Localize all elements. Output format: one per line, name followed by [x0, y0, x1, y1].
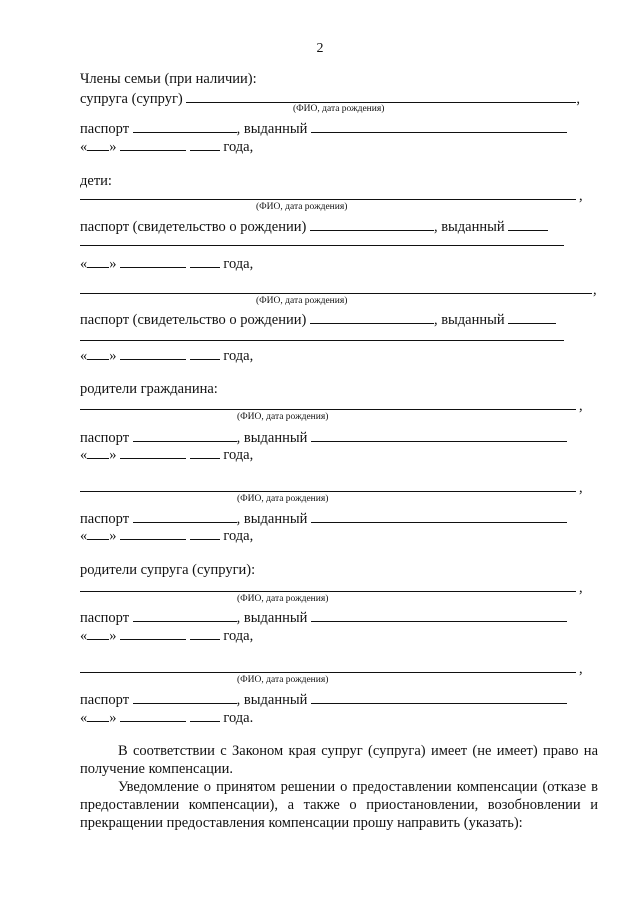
quote-close: » — [109, 528, 117, 544]
issued-label: , выданный — [433, 219, 505, 235]
day-field[interactable] — [87, 444, 109, 459]
compensation-right-paragraph — [80, 742, 598, 778]
doc-issuer-field[interactable] — [508, 309, 556, 324]
month-field[interactable] — [120, 707, 186, 722]
year-field[interactable] — [190, 253, 220, 268]
quote-close: » — [109, 628, 117, 644]
parent3-passport-line — [80, 607, 567, 627]
passport-label: паспорт — [80, 430, 130, 446]
comma: , — [593, 282, 597, 298]
year-word: года, — [223, 256, 254, 272]
doc-issuer-continued-field[interactable] — [80, 340, 564, 341]
doc-issuer-field[interactable] — [508, 216, 548, 231]
quote-open: « — [80, 447, 88, 463]
fio-caption: (ФИО, дата рождения) — [237, 494, 329, 504]
comma: , — [579, 188, 583, 204]
issued-label: , выданный — [236, 430, 308, 446]
quote-close: » — [109, 710, 117, 726]
comma: , — [579, 480, 583, 496]
day-field[interactable] — [87, 253, 109, 268]
passport-number-field[interactable] — [133, 427, 237, 442]
child2-fio-field[interactable] — [80, 293, 592, 294]
issued-label: , выданный — [236, 511, 308, 527]
year-field[interactable] — [190, 707, 220, 722]
year-word: года, — [223, 139, 254, 155]
parent1-fio-field[interactable] — [80, 409, 576, 410]
passport-number-field[interactable] — [133, 118, 237, 133]
passport-number-field[interactable] — [133, 689, 237, 704]
day-field[interactable] — [87, 345, 109, 360]
fio-caption: (ФИО, дата рождения) — [256, 296, 348, 306]
spouse-fio-field[interactable] — [186, 88, 576, 103]
year-word: года, — [223, 348, 254, 364]
quote-close: » — [109, 139, 117, 155]
day-field[interactable] — [87, 136, 109, 151]
paragraph-text: Уведомление о принятом решении о предоставлении компенсации (отказе в предоставлении компенсации), а также о приостановлении, возобновлении и прекращении предоставления компенсации прошу направить (указать): — [80, 779, 598, 831]
passport-label: паспорт — [80, 692, 130, 708]
year-field[interactable] — [190, 444, 220, 459]
quote-open: « — [80, 710, 88, 726]
parent1-date-line — [80, 444, 253, 464]
comma: , — [576, 91, 580, 107]
child-doc-label: паспорт (свидетельство о рождении) — [80, 312, 307, 328]
month-field[interactable] — [120, 625, 186, 640]
quote-open: « — [80, 348, 88, 364]
child-doc-label: паспорт (свидетельство о рождении) — [80, 219, 307, 235]
quote-close: » — [109, 447, 117, 463]
comma: , — [579, 398, 583, 414]
child2-date-line — [80, 345, 253, 365]
spouse-passport-line — [80, 118, 567, 138]
year-field[interactable] — [190, 136, 220, 151]
passport-issuer-field[interactable] — [311, 118, 567, 133]
year-word: года, — [223, 528, 254, 544]
day-field[interactable] — [87, 525, 109, 540]
month-field[interactable] — [120, 444, 186, 459]
family-heading: Члены семьи (при наличии): — [80, 71, 257, 87]
passport-label: паспорт — [80, 610, 130, 626]
passport-issuer-field[interactable] — [311, 508, 567, 523]
child2-doc-line — [80, 309, 556, 329]
year-field[interactable] — [190, 345, 220, 360]
quote-open: « — [80, 139, 88, 155]
passport-label: паспорт — [80, 121, 130, 137]
year-field[interactable] — [190, 525, 220, 540]
comma: , — [579, 580, 583, 596]
quote-close: » — [109, 256, 117, 272]
month-field[interactable] — [120, 345, 186, 360]
quote-open: « — [80, 628, 88, 644]
child1-fio-field[interactable] — [80, 199, 576, 200]
year-word: года, — [223, 628, 254, 644]
passport-issuer-field[interactable] — [311, 689, 567, 704]
fio-caption: (ФИО, дата рождения) — [237, 594, 329, 604]
parent3-date-line — [80, 625, 253, 645]
month-field[interactable] — [120, 253, 186, 268]
children-heading: дети: — [80, 173, 112, 189]
fio-caption: (ФИО, дата рождения) — [256, 202, 348, 212]
month-field[interactable] — [120, 525, 186, 540]
day-field[interactable] — [87, 707, 109, 722]
year-word: года, — [223, 447, 254, 463]
fio-caption: (ФИО, дата рождения) — [237, 412, 329, 422]
parent2-date-line — [80, 525, 253, 545]
passport-label: паспорт — [80, 511, 130, 527]
quote-close: » — [109, 348, 117, 364]
parent2-fio-field[interactable] — [80, 491, 576, 492]
parents-citizen-heading: родители гражданина: — [80, 381, 218, 397]
fio-caption: (ФИО, дата рождения) — [293, 104, 385, 114]
year-field[interactable] — [190, 625, 220, 640]
month-field[interactable] — [120, 136, 186, 151]
child1-doc-line — [80, 216, 548, 236]
issued-label: , выданный — [236, 692, 308, 708]
passport-issuer-field[interactable] — [311, 607, 567, 622]
parent4-fio-field[interactable] — [80, 672, 576, 673]
passport-number-field[interactable] — [133, 508, 237, 523]
quote-open: « — [80, 528, 88, 544]
passport-number-field[interactable] — [133, 607, 237, 622]
parent4-date-line — [80, 707, 253, 727]
day-field[interactable] — [87, 625, 109, 640]
parents-spouse-heading: родители супруга (супруги): — [80, 562, 256, 578]
doc-issuer-continued-field[interactable] — [80, 245, 564, 246]
comma: , — [579, 661, 583, 677]
issued-label: , выданный — [236, 121, 308, 137]
fio-caption: (ФИО, дата рождения) — [237, 675, 329, 685]
page-number: 2 — [316, 41, 324, 56]
child1-date-line — [80, 253, 253, 273]
parent3-fio-field[interactable] — [80, 591, 576, 592]
spouse-date-line — [80, 136, 253, 156]
doc-number-field[interactable] — [310, 216, 434, 231]
issued-label: , выданный — [433, 312, 505, 328]
passport-issuer-field[interactable] — [311, 427, 567, 442]
parent4-passport-line — [80, 689, 567, 709]
paragraph-text: В соответствии с Законом края супруг (супруга) имеет (не имеет) право на получение компенсации. — [80, 743, 598, 777]
notification-paragraph — [80, 778, 598, 832]
issued-label: , выданный — [236, 610, 308, 626]
doc-number-field[interactable] — [310, 309, 434, 324]
year-word-final: года. — [223, 710, 254, 726]
spouse-label: супруга (супруг) — [80, 91, 183, 107]
quote-open: « — [80, 256, 88, 272]
